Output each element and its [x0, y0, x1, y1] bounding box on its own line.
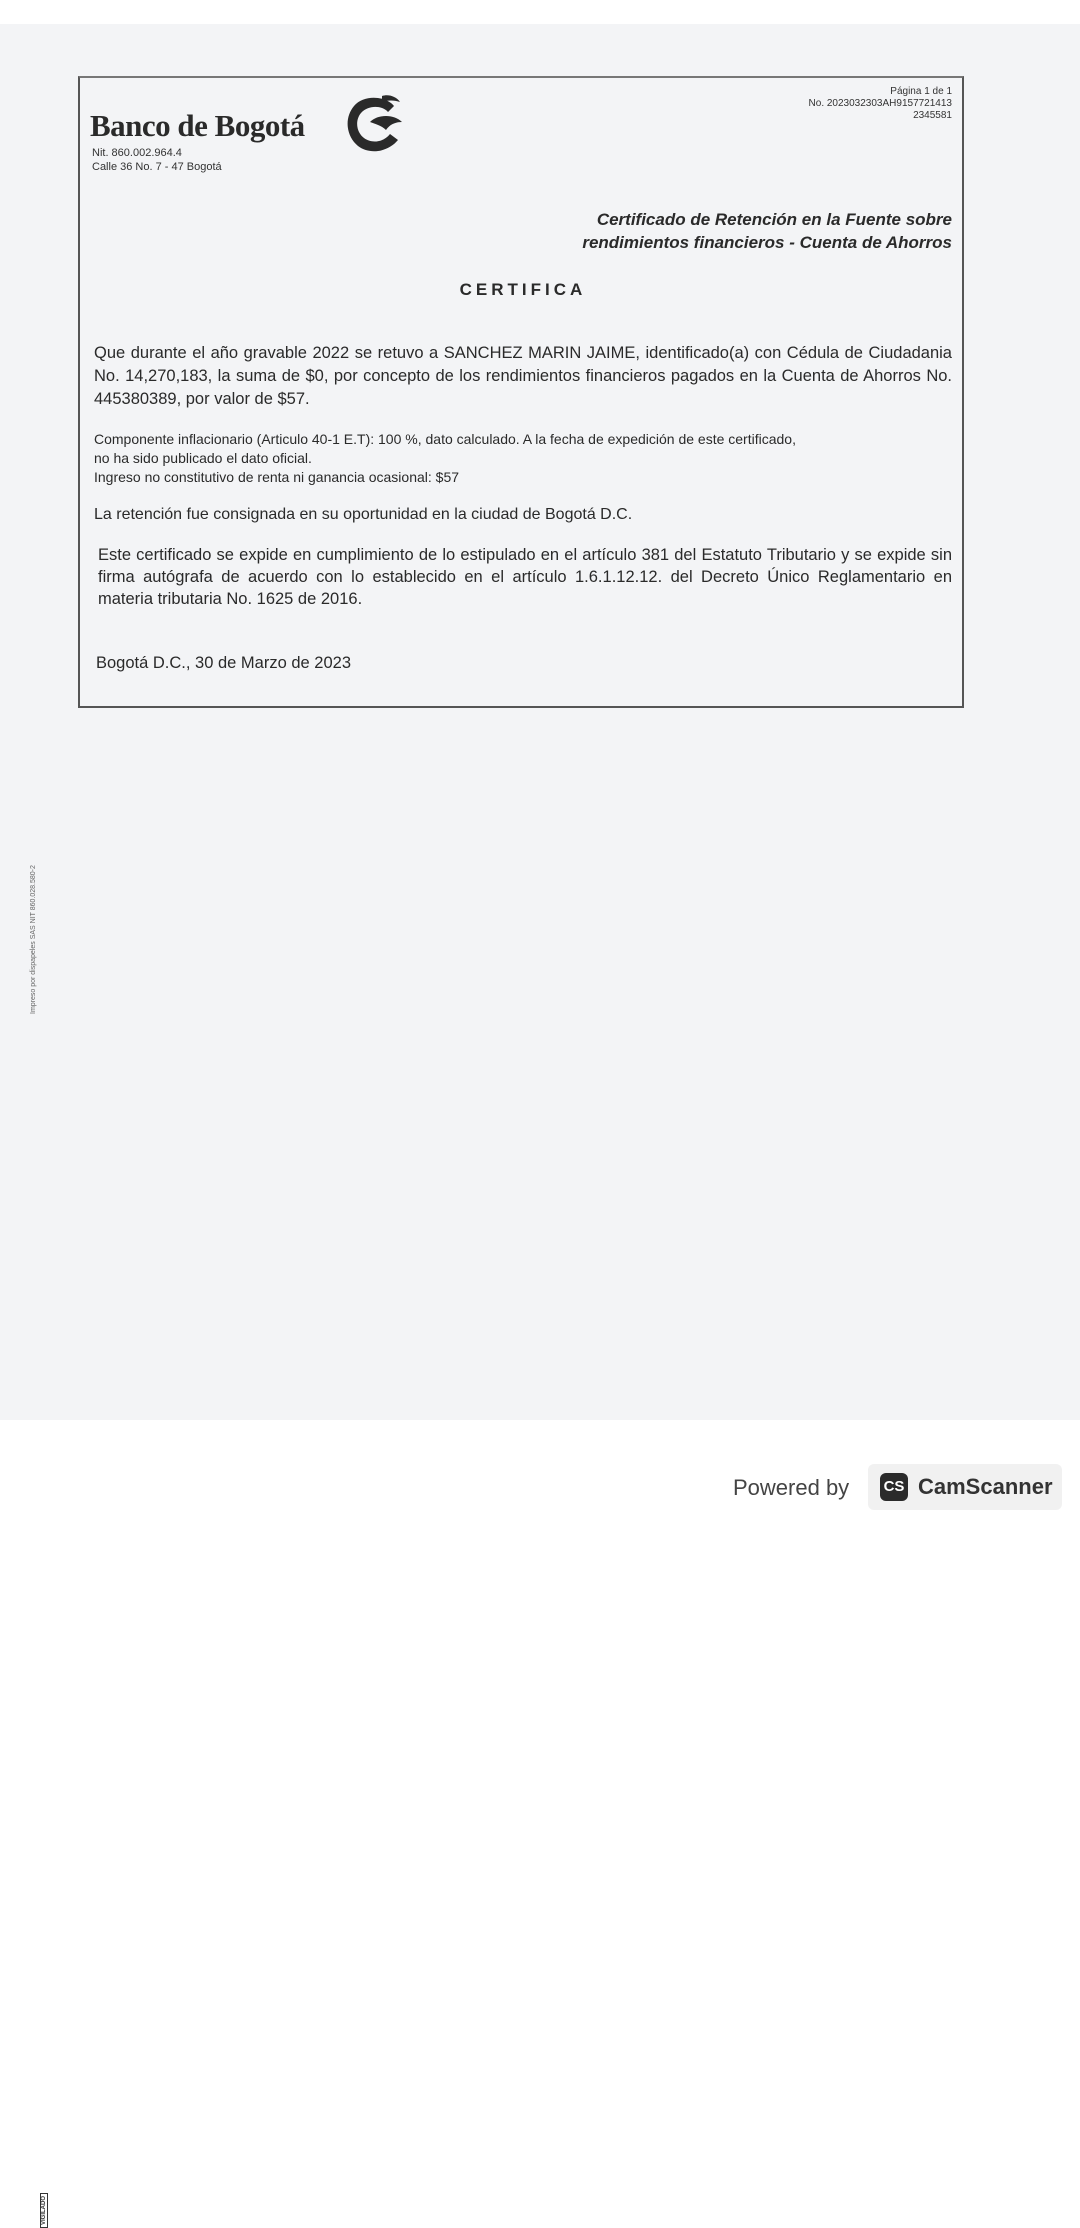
inflation-line-1: Componente inflacionario (Articulo 40-1 E.T): 100 %, dato calculado. A la fecha de expedición de este certificado,	[94, 431, 796, 447]
page-info	[809, 86, 952, 122]
camscanner-icon: CS	[880, 1473, 908, 1501]
vigilado-seal	[40, 1054, 60, 2225]
printer-margin-text: Impreso por dispapeles SAS NIT 860.028.580-2	[30, 865, 37, 1014]
legal-paragraph: Este certificado se expide en cumplimiento de lo estipulado en el artículo 381 del Estatuto Tributario y se expide sin firma autógrafa de acuerdo con lo establecido en el artículo 1.6.1.12.12. del Decreto Único Reglamentario en materia tributaria No. 1625 de 2016.	[98, 546, 952, 608]
page-label: Página 1 de 1	[890, 86, 952, 97]
camscanner-footer	[0, 1420, 1080, 1528]
inflation-line-2: no ha sido publicado el dato oficial.	[94, 450, 312, 466]
bank-name: Banco de Bogotá	[90, 108, 305, 143]
consignment-paragraph: La retención fue consignada en su oportunidad en la ciudad de Bogotá D.C.	[94, 506, 633, 523]
certificate-title-line1: Certificado de Retención en la Fuente sobre	[596, 210, 952, 229]
bank-nit: Nit. 860.002.964.4	[92, 147, 182, 159]
bank-logo-icon	[342, 92, 410, 156]
inflation-line-3: Ingreso no constitutivo de renta ni ganancia ocasional: $57	[94, 469, 460, 485]
vigilado-label: VIGILADO	[40, 2193, 48, 2228]
certificate-frame	[78, 76, 964, 708]
certificate-title-line2: rendimientos financieros - Cuenta de Ahorros	[582, 233, 952, 252]
camscanner-badge[interactable]	[868, 1464, 1062, 1510]
document-number: No. 2023032303AH9157721413	[808, 98, 952, 109]
certifica-heading: CERTIFICA	[459, 280, 587, 299]
retention-paragraph: Que durante el año gravable 2022 se retuvo a SANCHEZ MARIN JAIME, identificado(a) con Cédula de Ciudadania No. 14,270,183, la suma de $0, por concepto de los rendimientos financieros pagados en la Cuenta de Ahorros No. 445380389, por valor de $57.	[94, 344, 952, 408]
bank-address: Calle 36 No. 7 - 47 Bogotá	[92, 161, 222, 173]
camscanner-brand: CamScanner	[918, 1474, 1053, 1499]
inflation-component	[94, 430, 952, 487]
powered-by-label: Powered by	[733, 1475, 850, 1500]
issue-date: Bogotá D.C., 30 de Marzo de 2023	[96, 654, 351, 672]
certificate-title	[582, 208, 952, 254]
bank-info	[92, 146, 222, 174]
document-code: 2345581	[913, 110, 952, 121]
